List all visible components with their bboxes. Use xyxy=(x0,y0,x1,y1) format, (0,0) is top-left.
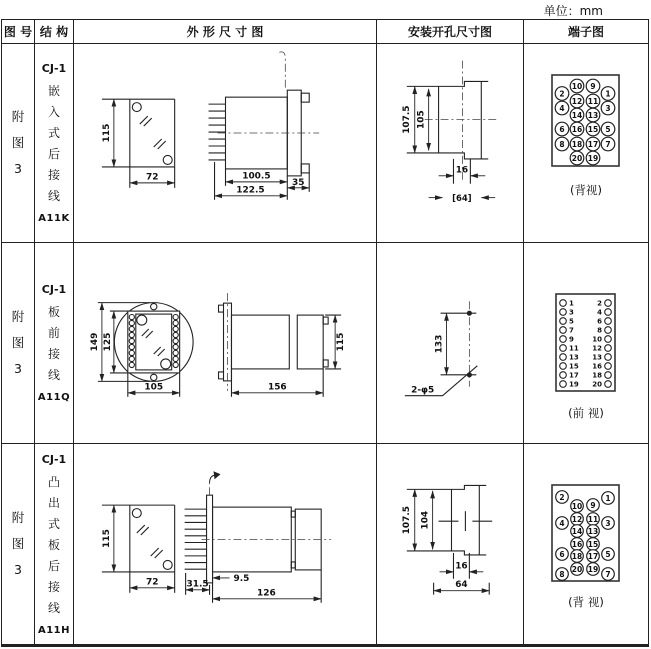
dim-body-depth: 126 xyxy=(256,587,276,598)
structure-cell-a11k xyxy=(35,44,74,243)
fig-no-cell-a11q xyxy=(2,243,35,444)
dim-inner-height: 104 xyxy=(420,510,431,529)
svg-text:4: 4 xyxy=(597,308,602,317)
svg-text:13: 13 xyxy=(587,526,599,536)
svg-text:3: 3 xyxy=(605,103,611,113)
front-view xyxy=(102,505,175,593)
model-code-label: A11K xyxy=(38,213,70,224)
view-label: (背视) xyxy=(570,183,602,197)
front-view xyxy=(102,99,175,188)
svg-text:13: 13 xyxy=(587,110,599,120)
view-label: (背 视) xyxy=(568,595,604,609)
svg-text:20: 20 xyxy=(571,153,583,163)
svg-text:14: 14 xyxy=(571,110,583,120)
model-code-label: A11H xyxy=(37,624,71,636)
svg-text:15: 15 xyxy=(587,124,599,134)
outline-drawing-a11h xyxy=(74,445,376,644)
svg-text:6: 6 xyxy=(597,317,602,326)
svg-text:3: 3 xyxy=(569,308,574,317)
svg-text:16: 16 xyxy=(592,362,602,371)
dim-body-height: 125 xyxy=(102,332,113,351)
dim-pin-depth: 31.5 xyxy=(186,578,209,589)
svg-text:5: 5 xyxy=(605,549,611,559)
svg-text:12: 12 xyxy=(592,344,602,353)
svg-text:3: 3 xyxy=(605,518,611,528)
outline-drawing-a11q xyxy=(74,243,376,444)
structure-cell-a11q xyxy=(35,243,74,444)
dim-slot-width: 16 xyxy=(455,560,468,571)
model-label: CJ-1 xyxy=(41,452,67,466)
header-install-holes: 安装开孔尺寸图 xyxy=(377,20,524,44)
dim-front-height: 115 xyxy=(101,528,112,548)
fig-no-cell-a11k xyxy=(2,44,35,243)
svg-text:9: 9 xyxy=(590,81,596,91)
svg-text:15: 15 xyxy=(569,362,579,371)
dim-outer-height: 107.5 xyxy=(401,505,412,534)
mount-type-label: 嵌入式后接线 xyxy=(48,84,61,203)
fig-no-label: 附图3 xyxy=(11,108,25,177)
svg-text:20: 20 xyxy=(571,564,583,574)
terminal-cell-a11k xyxy=(524,44,648,243)
dim-offset: 9.5 xyxy=(233,573,250,584)
svg-text:10: 10 xyxy=(571,81,583,91)
hole-spec-label: 2-φ5 xyxy=(411,385,435,396)
outline-cell-a11k xyxy=(74,44,377,243)
svg-text:19: 19 xyxy=(587,564,599,574)
header-fig-no: 图 号 xyxy=(2,20,35,44)
dim-front-width: 72 xyxy=(145,171,159,182)
outline-drawing-a11k xyxy=(74,44,376,243)
dim-hole-pitch: 133 xyxy=(434,334,445,353)
svg-text:8: 8 xyxy=(559,139,565,149)
svg-text:5: 5 xyxy=(569,317,574,326)
install-drawing-a11k xyxy=(377,44,523,243)
svg-text:16: 16 xyxy=(571,539,583,549)
svg-text:14: 14 xyxy=(571,526,583,536)
dim-body-depth: 100.5 xyxy=(242,170,271,181)
svg-text:15: 15 xyxy=(587,539,599,549)
fig-no-label: 附图3 xyxy=(11,308,25,377)
fig-no-cell-a11h xyxy=(2,444,35,644)
terminal-diagram-rear xyxy=(551,74,621,170)
dim-cutout-width: 64 xyxy=(455,579,468,590)
svg-text:9: 9 xyxy=(569,335,574,344)
svg-text:10: 10 xyxy=(592,335,602,344)
svg-text:2: 2 xyxy=(597,299,602,308)
svg-text:13: 13 xyxy=(592,353,602,362)
svg-text:20: 20 xyxy=(592,380,602,389)
header-structure: 结 构 xyxy=(35,20,74,44)
svg-text:1: 1 xyxy=(605,89,611,99)
model-label: CJ-1 xyxy=(41,283,67,296)
svg-text:12: 12 xyxy=(571,514,583,524)
structure-cell-a11h xyxy=(35,444,74,644)
svg-text:18: 18 xyxy=(571,139,583,149)
terminal-diagram-front xyxy=(555,293,617,393)
svg-text:11: 11 xyxy=(587,96,599,106)
fig-no-label: 附图3 xyxy=(11,509,25,578)
svg-text:7: 7 xyxy=(605,139,611,149)
cutout-outline xyxy=(407,485,492,594)
side-dims xyxy=(215,171,310,195)
svg-text:7: 7 xyxy=(569,326,574,335)
dim-length: 156 xyxy=(267,381,287,392)
svg-text:19: 19 xyxy=(587,153,599,163)
spec-table xyxy=(1,19,649,647)
svg-text:8: 8 xyxy=(559,569,565,579)
svg-text:18: 18 xyxy=(592,371,602,380)
svg-text:17: 17 xyxy=(587,139,599,149)
model-code-label: A11Q xyxy=(37,392,71,403)
mount-type-label: 凸出式板后接线 xyxy=(48,474,61,615)
svg-text:11: 11 xyxy=(569,344,579,353)
cutout-outline xyxy=(407,81,488,183)
svg-text:5: 5 xyxy=(605,124,611,134)
dim-slot-width: 16 xyxy=(455,164,469,175)
terminal-cell-a11h xyxy=(524,444,648,644)
svg-text:2: 2 xyxy=(559,492,565,502)
dim-outer-height: 107.5 xyxy=(401,105,412,134)
panel-centerline xyxy=(279,51,285,89)
terminal-cell-a11q xyxy=(524,243,648,444)
dim-inner-height: 105 xyxy=(416,109,427,129)
dim-cutout-width: [64] xyxy=(452,192,472,203)
centerline-arrow xyxy=(214,471,221,479)
svg-text:4: 4 xyxy=(559,518,565,528)
outline-cell-a11q xyxy=(74,243,377,444)
svg-text:4: 4 xyxy=(559,103,565,113)
dim-side-height: 115 xyxy=(336,332,347,351)
terminal-diagram-rear xyxy=(551,484,621,582)
svg-text:1: 1 xyxy=(605,493,611,503)
header-outline-dims: 外 形 尺 寸 图 xyxy=(74,20,377,44)
dim-plate-height: 149 xyxy=(89,332,100,351)
svg-text:19: 19 xyxy=(569,380,579,389)
unit-label: 单位：mm xyxy=(543,4,603,18)
install-cell-a11k xyxy=(377,44,524,243)
install-cell-a11q xyxy=(377,243,524,444)
svg-text:9: 9 xyxy=(590,500,596,510)
mount-type-label: 板前接线 xyxy=(48,305,61,382)
svg-text:1: 1 xyxy=(569,299,574,308)
svg-text:18: 18 xyxy=(571,551,583,561)
install-dims xyxy=(402,489,489,590)
install-drawing-a11q xyxy=(377,243,523,444)
outline-cell-a11h xyxy=(74,444,377,644)
svg-text:10: 10 xyxy=(571,501,583,511)
install-dims xyxy=(411,313,446,395)
dim-front-width: 105 xyxy=(144,381,164,392)
svg-text:11: 11 xyxy=(587,514,599,524)
svg-text:13: 13 xyxy=(569,353,579,362)
dim-front-width: 72 xyxy=(145,576,159,587)
install-drawing-a11h xyxy=(377,445,523,644)
model-label: CJ-1 xyxy=(41,62,67,75)
header-terminal-diagram: 端子图 xyxy=(524,20,648,44)
dim-flange-depth: 35 xyxy=(292,177,305,188)
dim-total-depth: 122.5 xyxy=(236,184,265,195)
svg-text:2: 2 xyxy=(559,89,565,99)
svg-text:6: 6 xyxy=(559,549,565,559)
side-dims xyxy=(186,573,322,598)
svg-text:6: 6 xyxy=(559,124,565,134)
svg-text:16: 16 xyxy=(571,124,583,134)
svg-text:7: 7 xyxy=(605,569,611,579)
dim-front-height: 115 xyxy=(101,123,112,142)
svg-text:8: 8 xyxy=(597,326,602,335)
install-cell-a11h xyxy=(377,444,524,644)
svg-text:17: 17 xyxy=(587,551,599,561)
svg-text:12: 12 xyxy=(571,96,583,106)
svg-text:17: 17 xyxy=(569,371,579,380)
view-label: (前 视) xyxy=(568,406,604,420)
